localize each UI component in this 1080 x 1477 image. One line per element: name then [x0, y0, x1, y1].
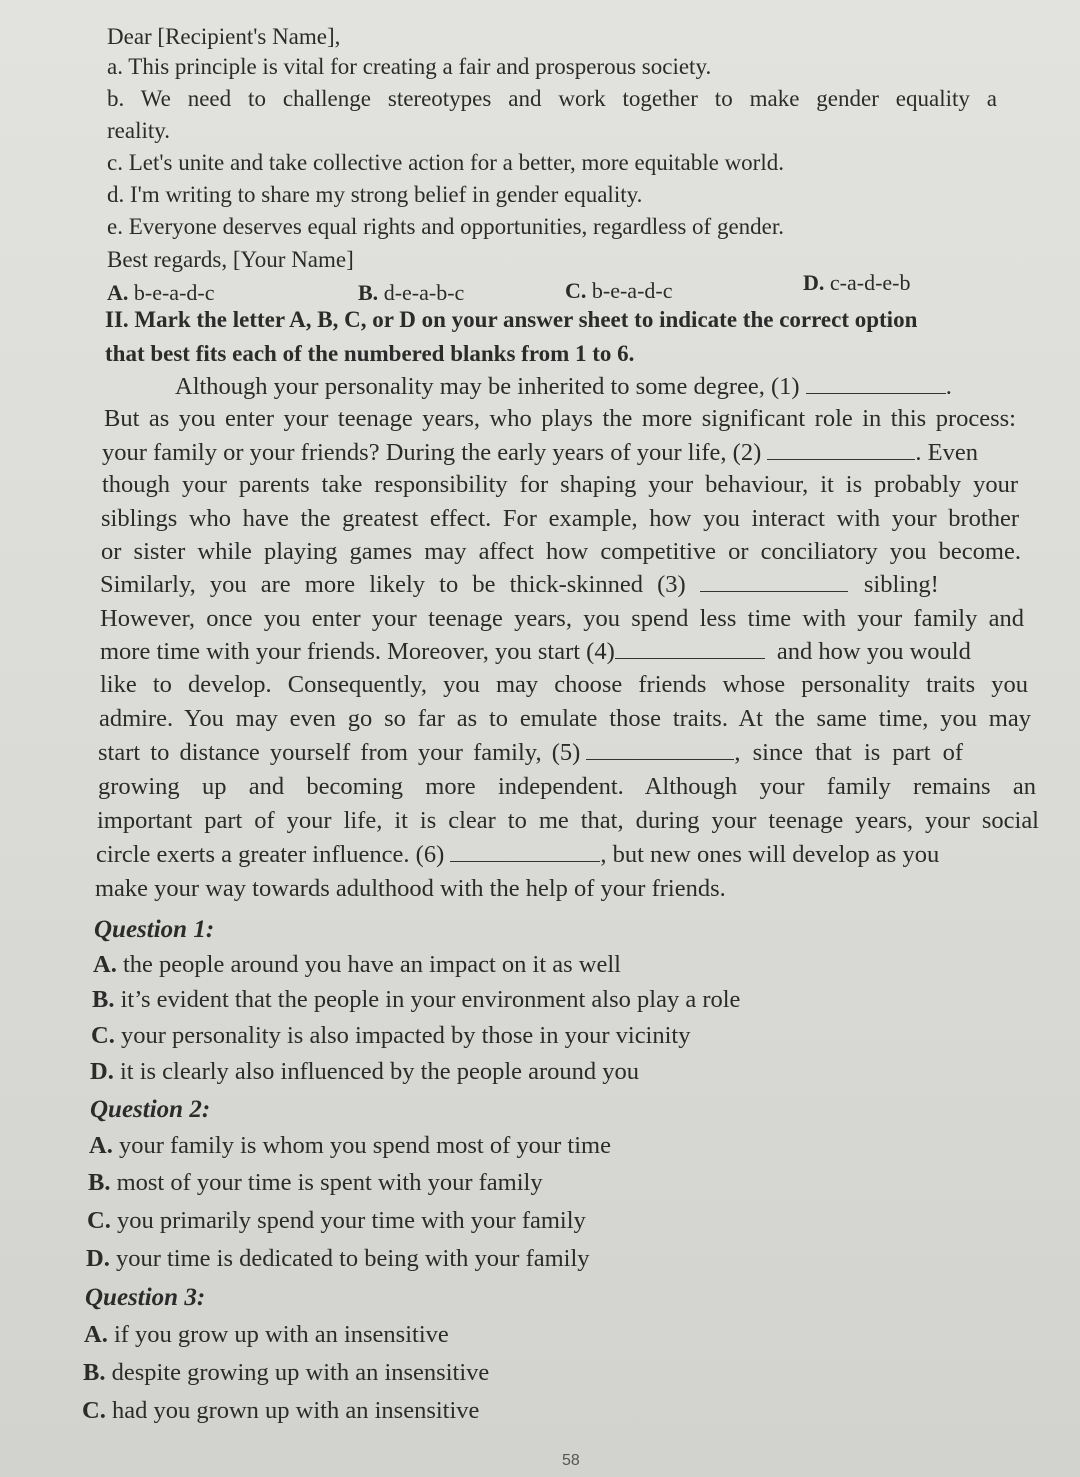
letter-salutation: Dear [Recipient's Name], [107, 24, 341, 49]
q1-option-b[interactable]: B. it’s evident that the people in your environment also play a role [92, 986, 741, 1013]
option-letter: C. [565, 278, 587, 303]
passage-line-14: important part of your life, it is clear to me that, during your teenage years, your social [97, 807, 1039, 834]
q3-option-a[interactable]: A. if you grow up with an insensitive [84, 1321, 449, 1348]
passage-line-11: admire. You may even go so far as to emulate those traits. At the same time, you may [99, 705, 1031, 732]
q1-option-c[interactable]: C. your personality is also impacted by those in your vicinity [91, 1022, 691, 1049]
option-letter: B. [358, 280, 379, 305]
option-text: d-e-a-b-c [383, 280, 465, 305]
letter-line-d: d. I'm writing to share my strong belief in gender equality. [107, 182, 643, 207]
q2-option-a[interactable]: A. your family is whom you spend most of your time [89, 1132, 611, 1159]
passage-line-16: make your way towards adulthood with the help of your friends. [95, 875, 726, 902]
letter-line-a: a. This principle is vital for creating a fair and prosperous society. [107, 54, 712, 79]
letter-line-b-cont: reality. [107, 118, 171, 143]
passage-line-1: Although your personality may be inherited to some degree, (1) . [175, 373, 952, 400]
blank-4[interactable] [615, 638, 765, 659]
passage-line-13: growing up and becoming more independent. Although your family remains an [98, 773, 1036, 800]
option-text: b-e-a-d-c [591, 278, 673, 303]
passage-line-6: or sister while playing games may affect how competitive or conciliatory you become. [101, 538, 1021, 565]
question-1-title: Question 1: [94, 916, 215, 943]
passage-line-7: Similarly, you are more likely to be thick-skinned (3) sibling! [100, 571, 939, 598]
letter-line-e: e. Everyone deserves equal rights and opportunities, regardless of gender. [107, 214, 785, 239]
option-letter: D. [803, 270, 825, 295]
letter-line-b: b. We need to challenge stereotypes and work together to make gender equality a [107, 86, 997, 111]
q2-option-d[interactable]: D. your time is dedicated to being with your family [86, 1245, 590, 1272]
letter-line-c: c. Let's unite and take collective action for a better, more equitable world. [107, 150, 784, 175]
page-number: 58 [562, 1452, 580, 1469]
passage-line-8: However, once you enter your teenage years, you spend less time with your family and [100, 605, 1024, 632]
option-text: b-e-a-d-c [133, 280, 215, 305]
order-option-b[interactable] [358, 280, 464, 306]
blank-3[interactable] [700, 571, 848, 592]
blank-5[interactable] [586, 739, 734, 760]
passage-line-12: start to distance yourself from your family, (5) , since that is part of [98, 739, 964, 766]
letter-closing: Best regards, [Your Name] [107, 247, 354, 272]
passage-line-2: But as you enter your teenage years, who plays the more significant role in this process: [104, 405, 1016, 432]
question-3-title: Question 3: [85, 1284, 206, 1311]
q3-option-b[interactable]: B. despite growing up with an insensitive [83, 1359, 490, 1386]
passage-line-3: your family or your friends? During the early years of your life, (2) . Even [102, 439, 978, 466]
order-option-c[interactable] [565, 278, 673, 304]
passage-line-9: more time with your friends. Moreover, you start (4) and how you would [100, 638, 971, 665]
section-heading-cont: that best fits each of the numbered blanks from 1 to 6. [105, 341, 635, 366]
passage-line-5: siblings who have the greatest effect. For example, how you interact with your brother [101, 505, 1019, 532]
passage-line-10: like to develop. Consequently, you may choose friends whose personality traits you [100, 671, 1028, 698]
q1-option-a[interactable]: A. the people around you have an impact on it as well [93, 951, 621, 978]
option-text: c-a-d-e-b [829, 270, 911, 295]
blank-1[interactable] [806, 373, 946, 394]
blank-6[interactable] [450, 841, 600, 862]
blank-2[interactable] [767, 439, 915, 460]
order-option-d[interactable] [803, 270, 911, 296]
order-option-a[interactable] [107, 280, 215, 306]
section-heading: II. Mark the letter A, B, C, or D on your answer sheet to indicate the correct option [105, 307, 918, 332]
q1-option-d[interactable]: D. it is clearly also influenced by the people around you [90, 1058, 640, 1085]
q3-option-c[interactable]: C. had you grown up with an insensitive [82, 1397, 480, 1424]
question-2-title: Question 2: [90, 1096, 211, 1123]
passage-line-4: though your parents take responsibility for shaping your behaviour, it is probably your [102, 471, 1018, 498]
q2-option-b[interactable]: B. most of your time is spent with your family [88, 1169, 543, 1196]
passage-line-15: circle exerts a greater influence. (6) , but new ones will develop as you [96, 841, 940, 868]
option-letter: A. [107, 280, 129, 305]
q2-option-c[interactable]: C. you primarily spend your time with your family [87, 1207, 586, 1234]
